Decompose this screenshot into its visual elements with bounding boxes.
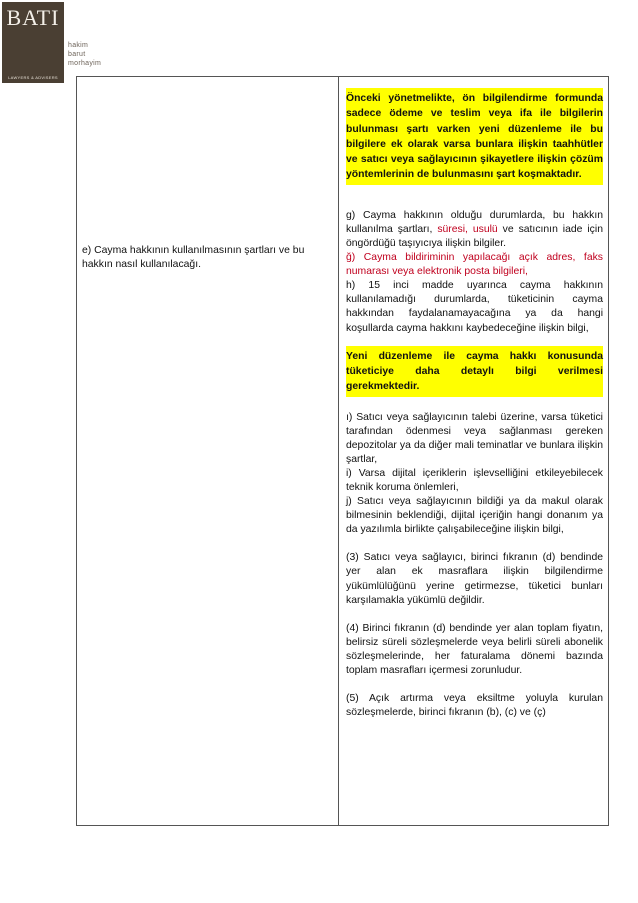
firm-logo [2, 2, 64, 83]
comparison-table [76, 76, 609, 826]
left-cell [77, 77, 339, 826]
clause-gg: ğ) Cayma bildiriminin yapılacağı açık adres, faks numarası veya elektronik posta bilgileri, [346, 252, 603, 278]
clause-g: g) Cayma hakkının olduğu durumlarda, bu hakkın kullanılma şartları, süresi, usulü ve satıcının iade için öngördüğü taşıyıcıya ilişkin bilgiler. [346, 209, 603, 249]
logo-name-3: morhayim [68, 60, 102, 67]
highlight-note-2: Yeni düzenleme ile cayma hakkı konusunda tüketiciye daha detaylı bilgi verilmesi gerekmektedir. [346, 346, 603, 397]
logo-name-1: hakim [68, 42, 89, 49]
logo-tagline: LAWYERS & ADVISERS [8, 75, 58, 80]
paragraph-4: (4) Birinci fıkranın (d) bendinde yer alan toplam fiyatın, belirsiz süreli sözleşmelerde veya belirli süreli abonelik sözleşmelerinde, her faturalama dönemi bazında toplam masrafları içermesi zorunludur. [346, 622, 603, 677]
left-cell-text: e) Cayma hakkının kullanılmasının şartları ve bu hakkın nasıl kullanılacağı. [82, 245, 305, 270]
clause-h: h) 15 inci madde uyarınca cayma hakkının kullanılamadığı durumlarda, tüketicinin cayma hakkından faydalanamayacağına ya da hangi koşullarda cayma hakkını kaybedeceğine ilişkin bilgi, [346, 280, 603, 334]
logo-name-2: barut [68, 51, 86, 58]
clause-g-red: süresi, usulü [437, 223, 498, 235]
highlight-note-1: Önceki yönetmelikte, ön bilgilendirme formunda sadece ödeme ve teslim veya ifa ile bilgilerin bulunması şartı varken yeni düzenleme ile bu bilgilere ek olarak varsa bunlara ilişkin taahhütler ve satıcı veya sağlayıcının şikayetlere ilişkin çözüm yöntemlerinin de bulunmasını şart koşmaktadır. [346, 88, 603, 185]
right-cell [339, 77, 609, 826]
logo-mark: BATI [6, 5, 60, 30]
paragraph-3: (3) Satıcı veya sağlayıcı, birinci fıkranın (d) bendinde yer alan ek masraflara ilişkin bilgilendirme yükümlülüğünü yerine getirmezse, tüketici bunları karşılamakla yükümlü değildir. [346, 552, 603, 606]
clause-j: j) Satıcı veya sağlayıcının bildiği ya da makul olarak bilmesinin beklendiği, dijital içeriğin hangi donanım ya da yazılımla birlikte çalışabileceğine ilişkin bilgi, [346, 496, 603, 536]
clause-i: i) Varsa dijital içeriklerin işlevselliğini etkileyebilecek teknik koruma önlemleri, [346, 467, 603, 493]
paragraph-5: (5) Açık artırma veya eksiltme yoluyla kurulan sözleşmelerde, birinci fıkranın (b), (c) ve (ç) [346, 693, 603, 719]
logo-partner-names [68, 41, 101, 68]
clause-i-dotless: ı) Satıcı veya sağlayıcının talebi üzerine, varsa tüketici tarafından ödenmesi veya sağlanması gereken depozitolar ya da diğer mali teminatlar ve bunlara ilişkin şartlar, [346, 411, 603, 465]
